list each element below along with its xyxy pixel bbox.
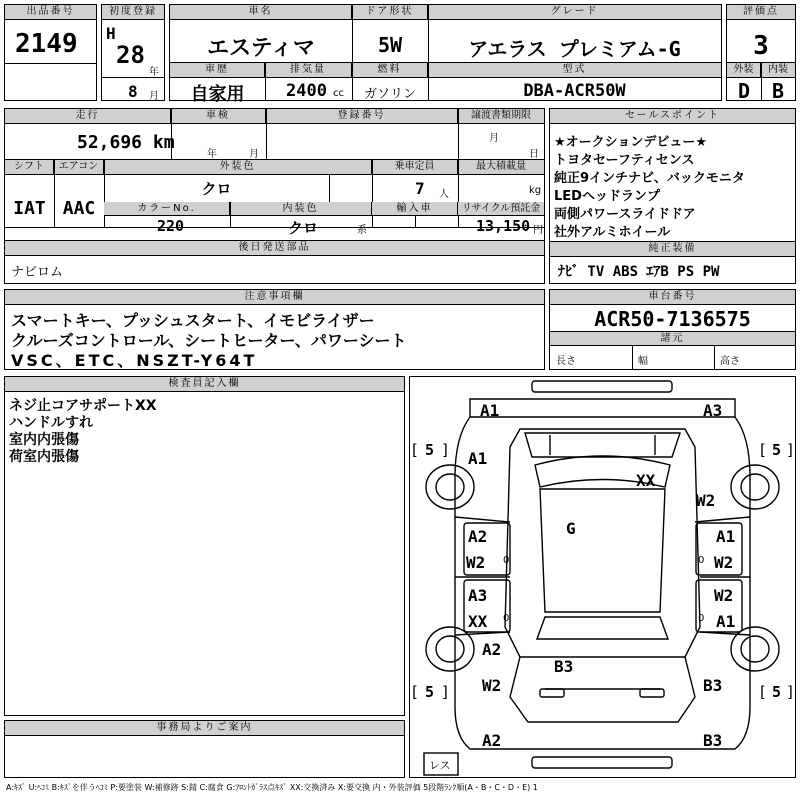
notes-label: 注意事項欄 — [5, 290, 544, 305]
mark-right-front-door-b: W2 — [714, 553, 734, 572]
mark-rear-bumper-left: A2 — [482, 731, 502, 750]
load-label: 最大積載量 — [458, 160, 544, 175]
chassis-label: 車台番号 — [550, 290, 795, 305]
sales-points-box — [549, 108, 796, 284]
car-name: エスティマ — [207, 36, 315, 61]
shift-label: シフト — [5, 160, 54, 175]
tire-bracket-close: ] — [787, 441, 793, 459]
chassis-box — [549, 289, 796, 370]
mark-left-fender: A1 — [468, 449, 488, 468]
int-label: 内装 — [761, 63, 795, 78]
tire-front-right: 5 — [772, 441, 782, 459]
notes-line: VSC、ETC、NSZT-Y64T — [11, 351, 258, 370]
equipment-value: ﾅﾋﾞ TV ABS ｴｱB PS PW — [558, 264, 720, 280]
notes-line: スマートキー、プッシュスタート、イモビライザー — [11, 311, 375, 330]
first-registration-box — [101, 4, 165, 101]
sales-point-line: 純正9インチナビ、バックモニタ — [554, 171, 745, 186]
color-label: 外装色 — [104, 160, 372, 175]
capacity-unit: 人 — [439, 189, 449, 200]
int-color-label: 内装色 — [230, 202, 372, 216]
inspection-year: 年 — [207, 149, 217, 160]
mark-left-front-door-b: W2 — [466, 553, 486, 572]
office-box — [4, 720, 405, 778]
mark-front-right: A3 — [703, 401, 723, 420]
damage-diagram — [409, 376, 796, 778]
legend: A:ｷｽﾞ U:ﾍｺﾐ B:ｷｽﾞを伴うﾍｺﾐ P:要塗装 W:補修跡 S:錆 C:腐食 G:ﾌﾛﾝﾄｶﾞﾗｽ点ｷｽﾞ XX:交換済み X:要交換 内・外装評価 5段階ﾗﾝｸ順(A・B・C・D・E) 1 — [6, 783, 538, 792]
door-handle: 0 — [503, 613, 510, 624]
mark-rear-gate: B3 — [554, 657, 574, 676]
inspection-label: 車検 — [171, 109, 266, 124]
reg-month: 8 — [128, 82, 138, 101]
reg-no-label: 登録番号 — [266, 109, 458, 124]
capacity-label: 乗車定員 — [372, 160, 458, 175]
mark-left-rear: W2 — [482, 676, 502, 695]
int-grade: B — [771, 79, 785, 103]
score-label: 評価点 — [727, 5, 795, 20]
tire-bracket-open: [ — [760, 683, 766, 701]
transfer-label: 譲渡書類期限 — [458, 109, 544, 124]
mark-right-rear-door-b: A1 — [716, 612, 736, 631]
displacement-label: 排気量 — [265, 63, 352, 78]
tire-bracket-open: [ — [760, 441, 766, 459]
equipment-label: 純正装備 — [550, 242, 795, 257]
year-unit: 年 — [149, 67, 159, 78]
later-parts-value: ナビロム — [11, 265, 64, 280]
office-label: 事務局よりご案内 — [5, 721, 404, 736]
door-label: ドア形状 — [352, 5, 428, 20]
spec-height: 高さ — [720, 356, 740, 367]
mark-left-rear-door-b: XX — [468, 612, 488, 631]
sales-point-line: ★オークションデビュー★ — [554, 135, 708, 150]
mark-right-rear: B3 — [703, 676, 723, 695]
car-outline — [410, 377, 795, 777]
mileage-label: 走行 — [5, 109, 171, 124]
recycle-unit: 円 — [533, 225, 543, 236]
sales-point-line: 社外アルミホイール — [554, 225, 671, 240]
vehicle-details-box — [4, 108, 545, 241]
tire-bracket-close: ] — [442, 441, 448, 459]
sales-point-line: LEDヘッドランプ — [554, 189, 660, 204]
spec-length: 長さ — [556, 356, 576, 367]
tire-bracket-close: ] — [787, 683, 793, 701]
mark-right-front-door-a: A1 — [716, 527, 736, 546]
import-label: 輸入車 — [372, 202, 458, 216]
ext-grade: D — [737, 79, 751, 103]
tire-front-left: 5 — [425, 441, 435, 459]
model-label: 型式 — [428, 63, 721, 78]
car-name-box — [169, 4, 722, 105]
inspector-line: ネジ止コアサポートXX — [9, 398, 157, 414]
door-handle: 0 — [698, 555, 705, 566]
tire-bracket-open: [ — [412, 441, 418, 459]
notes-box — [4, 289, 545, 370]
ext-label: 外装 — [727, 63, 761, 78]
recycle-label: リサイクル預託金 — [458, 202, 544, 216]
tire-rear-right: 5 — [772, 683, 782, 701]
later-parts-box — [4, 240, 545, 284]
shift: IAT — [13, 198, 46, 219]
int-color-unit: 系 — [357, 225, 367, 236]
later-parts-label: 後日発送部品 — [5, 241, 544, 256]
ac-label: エアコン — [54, 160, 104, 175]
lot-number: 2149 — [15, 29, 78, 59]
era: H — [106, 24, 116, 43]
capacity: 7 — [415, 179, 425, 198]
rear-label: レス — [429, 759, 451, 772]
inspector-line: 室内内張傷 — [9, 432, 79, 448]
sales-points-label: セールスポイント — [550, 109, 795, 124]
grade-label: グレード — [428, 5, 721, 20]
score-box — [726, 4, 796, 101]
inspector-line: 荷室内張傷 — [9, 449, 79, 465]
door-type: 5W — [377, 33, 403, 57]
spec-width: 幅 — [638, 356, 648, 367]
inspector-label: 検査員記入欄 — [5, 377, 404, 392]
mark-rear-bumper-right: B3 — [703, 731, 723, 750]
mark-left-front-door-a: A2 — [468, 527, 488, 546]
lot-number-label: 出品番号 — [5, 5, 96, 20]
month-unit: 月 — [149, 91, 159, 102]
history-label: 車歴 — [170, 63, 265, 78]
fuel: ガソリン — [363, 87, 416, 102]
car-name-label: 車名 — [170, 5, 352, 20]
mark-left-rear-door-a: A3 — [468, 586, 488, 605]
interior-color: クロ — [288, 219, 319, 237]
mark-left-quarter: A2 — [482, 640, 502, 659]
first-registration-label: 初度登録 — [102, 5, 164, 20]
inspector-box — [4, 376, 405, 716]
ac: AAC — [62, 198, 96, 219]
reg-year: 28 — [116, 41, 145, 69]
chassis-number: ACR50-7136575 — [594, 307, 751, 331]
inspection-month: 月 — [249, 149, 259, 160]
recycle-fee: 13,150 — [476, 217, 531, 235]
exterior-color: クロ — [201, 180, 232, 198]
sales-point-line: トヨタセーフティセンス — [554, 153, 695, 168]
lot-number-box — [4, 4, 97, 101]
mark-right-fender: W2 — [696, 491, 716, 510]
color-no-label: カラーNo. — [104, 202, 230, 216]
door-handle: 0 — [503, 555, 510, 566]
fuel-label: 燃料 — [352, 63, 428, 78]
mark-front-left: A1 — [480, 401, 500, 420]
mark-roof: XX — [636, 471, 656, 490]
mark-right-rear-door-a: W2 — [714, 586, 734, 605]
displacement: 2400 — [286, 81, 327, 101]
inspector-line: ハンドルすれ — [9, 415, 93, 431]
color-no: 220 — [157, 217, 185, 235]
history: 自家用 — [190, 84, 245, 105]
specs-label: 諸元 — [550, 332, 795, 346]
model: DBA-ACR50W — [523, 81, 626, 101]
notes-line: クルーズコントロール、シートヒーター、パワーシート — [11, 331, 407, 350]
load-unit: kg — [529, 185, 542, 196]
score: 3 — [753, 31, 769, 61]
mileage: 52,696 km — [77, 132, 175, 153]
tire-bracket-open: [ — [412, 683, 418, 701]
tire-rear-left: 5 — [425, 683, 435, 701]
mark-glass: G — [566, 519, 576, 538]
transfer-day: 日 — [529, 149, 539, 160]
sales-point-line: 両側パワースライドドア — [554, 207, 696, 222]
cc-unit: cc — [333, 88, 344, 99]
door-handle: 0 — [698, 613, 705, 624]
transfer-month: 月 — [489, 133, 499, 144]
grade: アエラス プレミアム-G — [468, 37, 681, 61]
tire-bracket-close: ] — [442, 683, 448, 701]
